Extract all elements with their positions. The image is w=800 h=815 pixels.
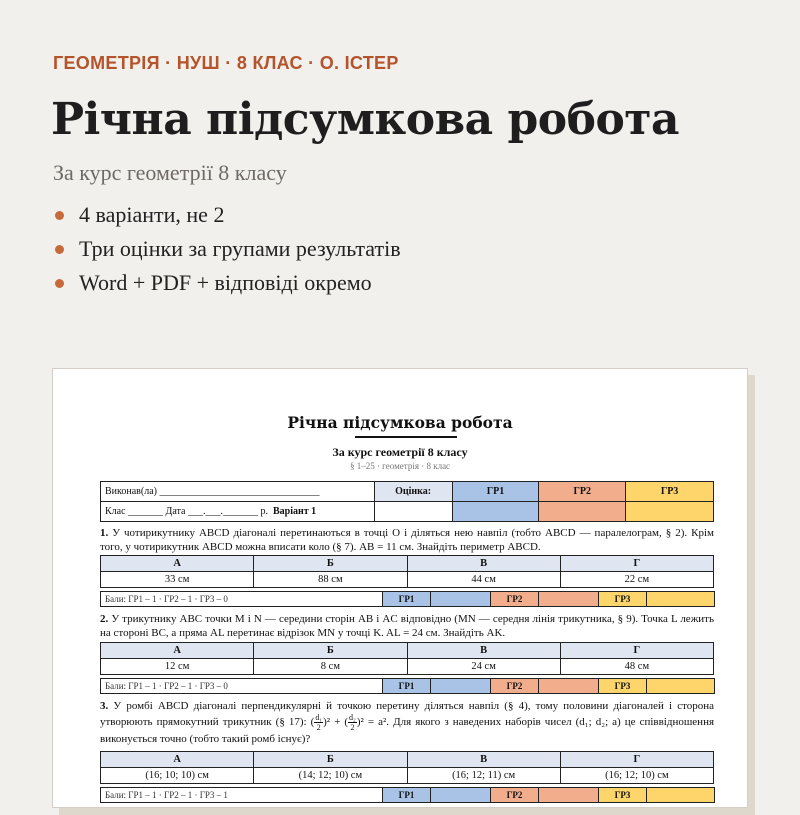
sheet-subtitle: За курс геометрії 8 класу — [332, 445, 468, 459]
feature-item: Word + PDF + відповіді окремо — [53, 270, 401, 304]
answer-cell: 8 см — [254, 659, 407, 675]
feature-item: 4 варіанти, не 2 — [53, 202, 401, 236]
answer-cell: 12 см — [101, 659, 254, 675]
task-3-score: Бали: ГР1 – 1 · ГР2 – 1 · ГР3 – 1 ГР1 ГР2 ГР3 — [100, 787, 715, 803]
grade-empty — [374, 502, 452, 522]
answer-cell: 44 см — [407, 572, 560, 588]
page-subtitle: За курс геометрії 8 класу — [53, 160, 287, 185]
answer-cell: (16; 12; 11) см — [407, 768, 560, 784]
answer-cell: 24 см — [407, 659, 560, 675]
group-2-cell — [539, 502, 626, 522]
group-2-header: ГР2 — [539, 482, 626, 502]
class-date-field: Клас _______ Дата ___.___._______ р. Варіант 1 — [101, 502, 375, 522]
page-title: Річна підсумкова робота — [51, 94, 680, 145]
task-3-answers: А Б В Г (16; 10; 10) см (14; 12; 10) см (16; 12; 11) см (16; 12; 10) см — [100, 751, 714, 784]
task-1-answers: А Б В Г 33 см 88 см 44 см 22 см — [100, 555, 714, 588]
feature-list — [53, 202, 401, 304]
answer-cell: 88 см — [254, 572, 407, 588]
group-3-cell — [626, 502, 714, 522]
bullet-dot-icon — [55, 279, 64, 288]
group-1-header: ГР1 — [452, 482, 539, 502]
title-underline — [355, 436, 457, 438]
task-2-answers: А Б В Г 12 см 8 см 24 см 48 см — [100, 642, 714, 675]
group-1-cell — [452, 502, 539, 522]
answer-cell: 48 см — [560, 659, 713, 675]
answer-cell: 22 см — [560, 572, 713, 588]
task-1-text: 1. У чотирикутнику ABCD діагоналі перетинаються в точці O і діляться нею навпіл (тобто ABCD — паралелограм, § 2). Крім того, у чотирикутник ABCD можна вписати коло (§ 7). AB = 11 см. Знайдіть периметр ABCD. — [100, 527, 715, 553]
fraction: $\frac{\text{d₁}}{2}$ — [315, 713, 323, 732]
task-2-text: 2. У трикутнику ABC точки M і N — середини сторін AB і AC відповідно (MN — середня лінія трикутника, § 9). Точка L лежить на стороні BC, а пряма AL перетинає відрізок MN у точці K. AL = 24 см. Знайдіть AK. — [100, 613, 715, 639]
bullet-dot-icon — [55, 211, 64, 220]
feature-item: Три оцінки за групами результатів — [53, 236, 401, 270]
grade-label: Оцінка: — [374, 482, 452, 502]
group-3-header: ГР3 — [626, 482, 714, 502]
sheet-sections: § 1–25 · геометрія · 8 клас — [349, 461, 451, 471]
task-3-text: 3. У ромбі ABCD діагоналі перпендикулярні й точкою перетину діляться навпіл (§ 4), тому половини діагоналей і сторона утворюють прямокутний трикутник (§ 17): ( $\frac{\text{d₁}}{2}$ )² + ( $\frac{\text{d₂}}{2}$ )² = a². Для якого з наведених наборів чисел (d₁; d₂; a) це співвідношення виконується точно (тобто такий ромб існує)? — [100, 700, 715, 745]
student-header-table — [100, 481, 714, 522]
eyebrow-label: ГЕОМЕТРІЯ · НУШ · 8 КЛАС · О. ІСТЕР — [53, 53, 399, 73]
fraction: $\frac{\text{d₂}}{2}$ — [349, 713, 356, 732]
task-2-score: Бали: ГР1 – 1 · ГР2 – 1 · ГР3 – 0 ГР1 ГР2 ГР3 — [100, 678, 715, 694]
answer-cell: (16; 12; 10) см — [560, 768, 713, 784]
answer-cell: (16; 10; 10) см — [101, 768, 254, 784]
variant-label: Варіант 1 — [272, 506, 317, 517]
task-1-score: Бали: ГР1 – 1 · ГР2 – 1 · ГР3 – 0 ГР1 ГР2 ГР3 — [100, 591, 715, 607]
answer-cell: (14; 12; 10) см — [254, 768, 407, 784]
sheet-title: Річна підсумкова робота — [287, 413, 513, 432]
bullet-dot-icon — [55, 245, 64, 254]
performer-field: Виконав(ла) ________________________________ — [101, 482, 375, 502]
document-preview — [52, 368, 748, 808]
answer-cell: 33 см — [101, 572, 254, 588]
